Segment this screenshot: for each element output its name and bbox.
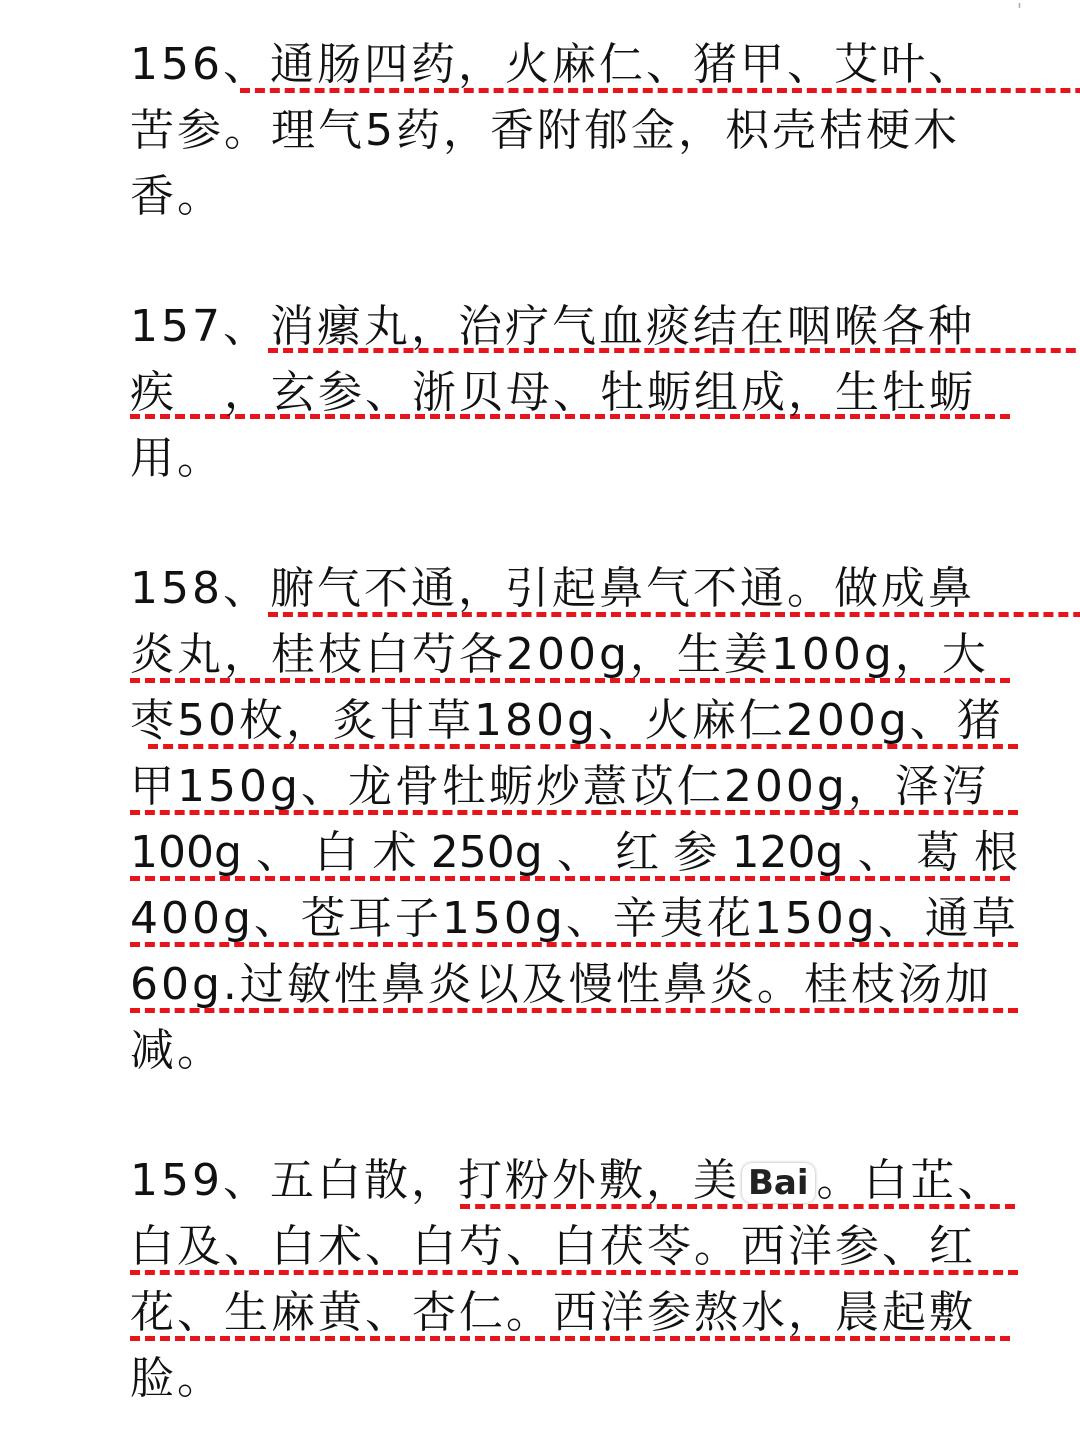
entry-line: [130, 820, 1018, 886]
entry-line: [130, 886, 1030, 952]
entry-text: 用。: [130, 433, 224, 484]
entry-text: 157、消瘰丸，治疗气血痰结在咽喉各种: [130, 301, 975, 352]
entry-line: [130, 32, 1030, 98]
entry-text: 枣50枚，炙甘草180g、火麻仁200g、猪: [130, 695, 1004, 746]
entry-text: 158、腑气不通，引起鼻气不通。做成鼻: [130, 563, 975, 614]
entry-line: [130, 1346, 1030, 1412]
entry-156: [130, 32, 1030, 230]
entry-text: 、: [256, 827, 301, 878]
entry-text: 400g、苍耳子150g、辛夷花150g、通草: [130, 893, 1019, 944]
entry-text: 120g: [731, 827, 844, 878]
entry-text: 花、生麻黄、杏仁。西洋参熬水，晨起敷: [130, 1287, 976, 1338]
entry-text: 159、五白散，打粉外敷，美: [130, 1155, 740, 1206]
entry-text: 250g: [430, 827, 543, 878]
entry-text: 白及、白术、白芍、白茯苓。西洋参、红: [130, 1221, 976, 1272]
entry-line: [130, 1018, 1030, 1084]
entry-text: 减。: [130, 1025, 224, 1076]
entry-line: [130, 1280, 1030, 1346]
entry-line: [130, 754, 1030, 820]
bai-watermark-badge: Bai: [742, 1163, 815, 1203]
entry-text: 根: [974, 827, 1018, 878]
entry-157: [130, 294, 1030, 492]
entry-text: 葛: [915, 827, 960, 878]
entry-text: 疾 ，玄参、浙贝母、牡蛎组成，生牡蛎: [130, 367, 976, 418]
entry-line: [130, 952, 1030, 1018]
entry-text: 香。: [130, 171, 224, 222]
entry-text: 100g: [130, 827, 242, 878]
entry-line: [130, 622, 1030, 688]
entry-text: 脸。: [130, 1353, 224, 1404]
entry-text: 甲150g、龙骨牡蛎炒薏苡仁200g，泽泻: [130, 761, 989, 812]
entry-line: [130, 426, 1030, 492]
entry-line: [130, 556, 1030, 622]
entry-line: [130, 688, 1030, 754]
entry-line: [130, 1148, 1030, 1214]
entry-159: [130, 1148, 1030, 1412]
entry-text: 。白芷、: [816, 1155, 1005, 1206]
entry-text: 红: [615, 827, 660, 878]
entry-text: 苦参。理气5药，香附郁金，枳壳桔梗木: [130, 105, 960, 156]
entry-text: 、: [556, 827, 601, 878]
entry-text: 炎丸，桂枝白芍各200g，生姜100g，大: [130, 629, 989, 680]
entry-line: [130, 98, 1030, 164]
entry-158: [130, 556, 1030, 1084]
entry-line: [130, 1214, 1030, 1280]
entry-text: 参: [673, 827, 718, 878]
corner-mark: ': [1017, 0, 1022, 21]
entry-line: [130, 294, 1030, 360]
entry-text: 156、通肠四药，火麻仁、猪甲、艾叶、: [130, 39, 975, 90]
entry-text: 60g.过敏性鼻炎以及慢性鼻炎。桂枝汤加: [130, 959, 992, 1010]
entry-text: 、: [857, 827, 902, 878]
entry-text: 白: [314, 827, 359, 878]
entry-line: [130, 164, 1030, 230]
entry-line: [130, 360, 1030, 426]
entry-text: 术: [372, 827, 417, 878]
